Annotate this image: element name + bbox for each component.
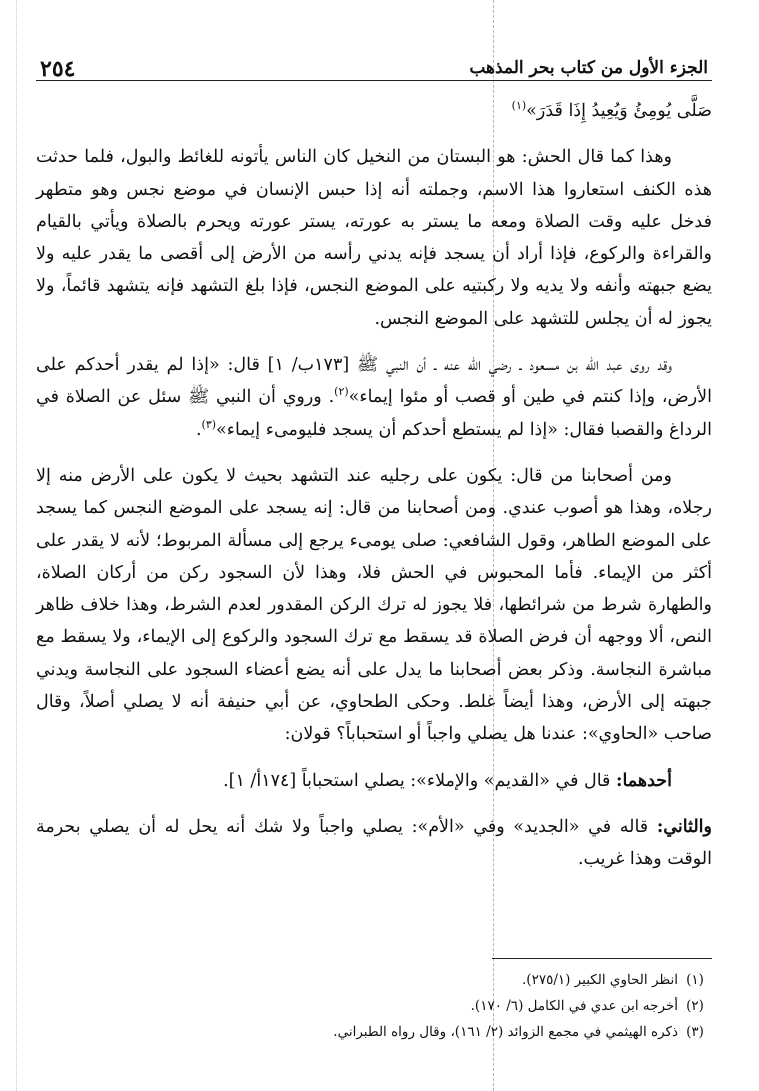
paragraph-1 (36, 95, 712, 127)
first-opinion-text: قال في «القديم» والإملاء»: يصلي استحباباً [١٧٤أ/ ١]. (223, 770, 616, 791)
paragraph-1-text: صَلَّى يُومِئُ وَيُعِيدُ إِذَا قَدَرَ» (526, 101, 712, 121)
paragraph-6 (36, 811, 712, 876)
footnote-separator (492, 958, 712, 959)
paragraph-3-text-b: . وروي أن النبي ﷺ سئل عن الصلاة في الرداغ والقصبا فقال: «إذا لم يستطع أحدكم أن يسجد فليومىء إيماء» (36, 387, 712, 440)
footnotes (36, 958, 712, 1045)
running-header (36, 46, 712, 81)
footnote-2 (36, 993, 712, 1019)
footnote-number: (١) (686, 972, 704, 988)
footnote-ref-2: (٢) (334, 385, 349, 399)
footnote-text: أخرجه ابن عدي في الكامل (٦/ ١٧٠). (470, 998, 678, 1014)
footnote-ref-1: (١) (511, 99, 527, 113)
footnote-text: ذكره الهيثمي في مجمع الزوائد (٢/ ١٦١)، وقال رواه الطبراني. (333, 1024, 678, 1040)
book-page (36, 46, 712, 1086)
second-opinion-text: قاله في «الجديد» وفي «الأم»: يصلي واجباً ولا شك أنه يحل له أن يصلي بحرمة الوقت وهذا غريب. (36, 816, 712, 870)
footnote-text: انظر الحاوي الكبير (٢٧٥/١). (522, 972, 678, 988)
second-opinion-label: والثاني: (656, 816, 712, 837)
footnote-number: (٣) (686, 1024, 704, 1040)
page-number: ٢٥٤ (40, 56, 76, 82)
footnote-3 (36, 1019, 712, 1045)
paragraph-5 (36, 765, 712, 797)
footnote-1 (36, 967, 712, 993)
paragraph-3-text-c: . (195, 419, 202, 440)
first-opinion-label: أحدهما: (615, 770, 672, 791)
main-text (36, 95, 712, 876)
paragraph-2: وهذا كما قال الحش: هو البستان من النخيل كان الناس يأتونه للغائط والبول، فلما حدثت هذه الكنف استعاروا هذا الاسم، وجملته أنه إذا حبس الإنسان في موضع نجس وهو متطهر فدخل عليه وقت الصلاة ومعه ما يستر به عورته، يستر عورته ويحرم بالصلاة ويأتي بالقيام والقراءة والركوع، فإذا أراد أن يسجد فإنه يدني رأسه من الأرض إلى أقصى ما يقدر عليه ولا يضع جبهته وأنفه ولا يديه ولا ركبتيه على الموضع النجس، فإذا بلغ التشهد فإنه يتشهد قائماً، ولا يجوز له أن يجلس للتشهد على الموضع النجس. (36, 147, 712, 329)
paragraph-3 (36, 349, 712, 446)
book-title: الجزء الأول من كتاب بحر المذهب (469, 58, 708, 78)
page-edge-dots (16, 0, 17, 1091)
paragraph-3-text-a: وقد روى عبد الله بن مسعود ـ رضي الله عنه ـ أن النبي ﷺ [١٧٣ب/ ١] قال: «إذا لم يقدر أحدكم على الأرض، وإذا كنتم في طين أو قصب أو مئوا إيماء» (36, 355, 713, 408)
footnote-ref-3: (٣) (201, 417, 217, 431)
footnote-number: (٢) (686, 998, 704, 1014)
paragraph-4: ومن أصحابنا من قال: يكون على رجليه عند التشهد بحيث لا يكون على الأرض منه إلا رجلاه، وهذا هو أصوب عندي. ومن أصحابنا من قال: إنه يسجد على الموضع النجس كما يسجد على الموضع الطاهر، وقول الشافعي: صلى يومىء يرجع إلى مسألة المربوط؛ لأنه لا يقدر على أكثر من الإيماء. فأما المحبوس في الحش فلا، وهذا لأن السجود ركن من أركان الصلاة، والطهارة شرط من شرائطها، فلا يجوز له ترك الركن المقدور لعدم الشرط، وهذا خلاف ظاهر النص، ألا ووجهه أن فرض الصلاة قد يسقط مع ترك السجود والركوع إلى الإيماء، ولا يسقط مع مباشرة النجاسة. وذكر بعض أصحابنا ما يدل على أنه يضع أعضاء السجود على النجاسة ويدني جبهته إلى الأرض، وهذا أيضاً غلط. وحكى الطحاوي، عن أبي حنيفة أنه لا يصلي أصلاً، وقال صاحب «الحاوي»: عندنا هل يصلي واجباً أو استحباباً؟ قولان: (36, 465, 712, 745)
